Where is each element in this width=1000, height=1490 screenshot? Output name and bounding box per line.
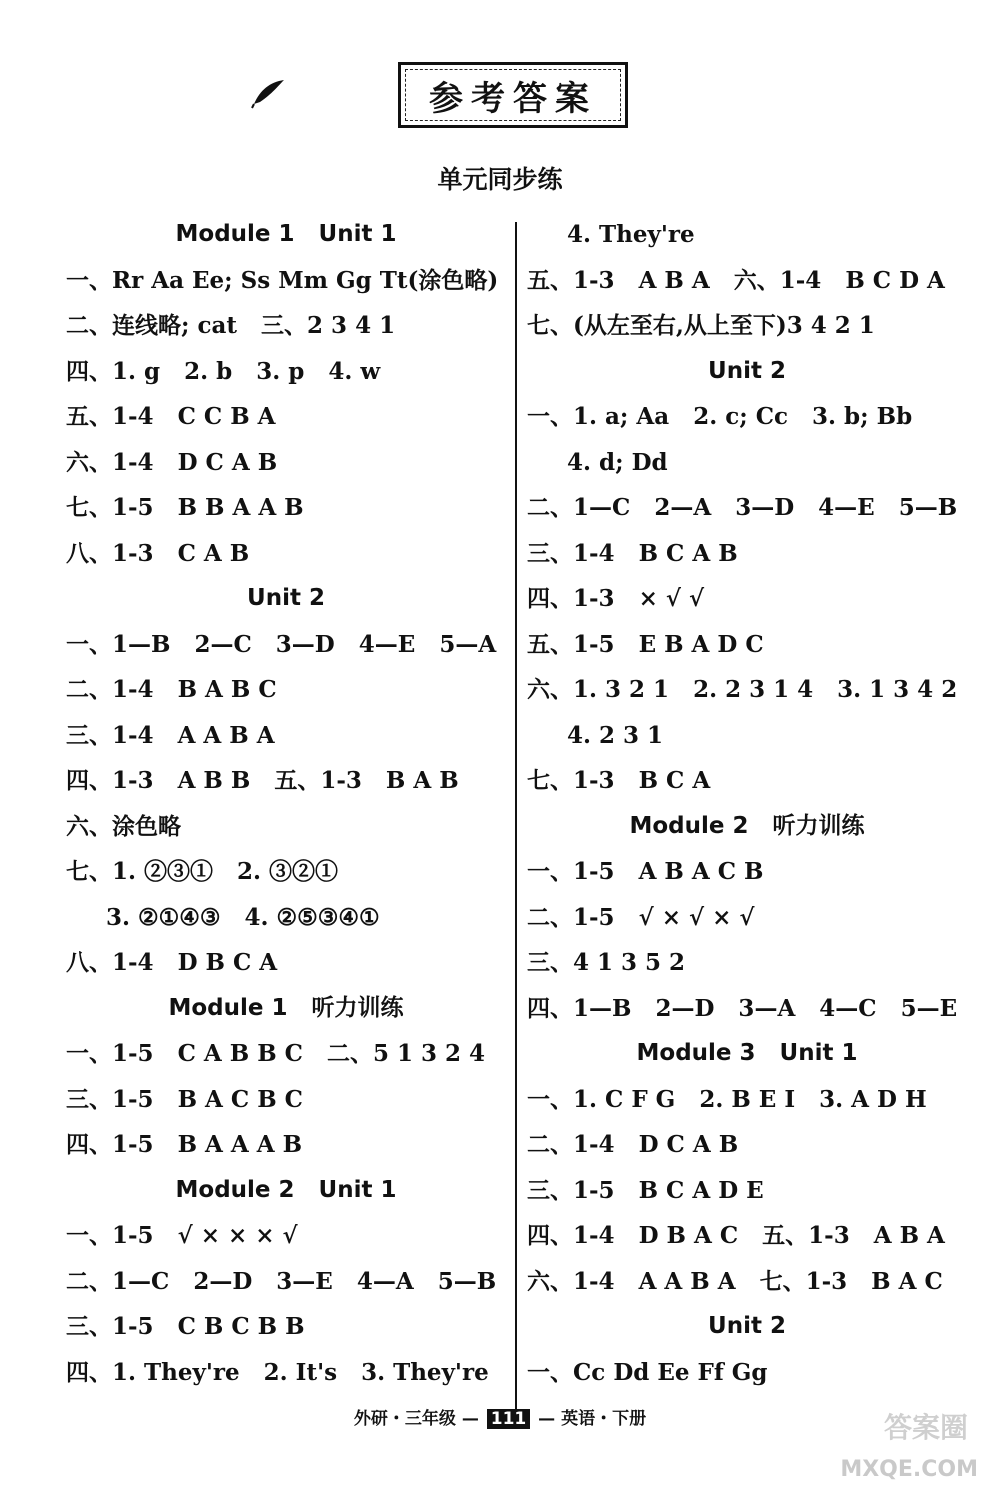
answer-line: 三、1-5 B C A D E bbox=[527, 1176, 764, 1204]
answer-line: 二、1—C 2—D 3—E 4—A 5—B bbox=[66, 1267, 497, 1295]
module-heading: Module 3 Unit 1 bbox=[636, 1040, 858, 1066]
answer-line: 三、4 1 3 5 2 bbox=[527, 949, 686, 976]
module-heading: Module 1 听力训练 bbox=[168, 994, 404, 1021]
right-column bbox=[527, 212, 967, 1395]
answer-line: 三、1-4 A A B A bbox=[66, 721, 275, 749]
footer-left: 外研・三年级 — bbox=[353, 1409, 479, 1429]
answer-line: 一、1—B 2—C 3—D 4—E 5—A bbox=[66, 630, 497, 658]
answer-line: 一、1-5 √ × × × √ bbox=[66, 1222, 298, 1249]
answer-line: 四、1-3 A B B 五、1-3 B A B bbox=[66, 767, 459, 794]
answer-line: 八、1-4 D B C A bbox=[66, 949, 278, 976]
answer-line: 3. ②①④③ 4. ②⑤③④① bbox=[106, 903, 380, 931]
answer-line: 六、1-4 D C A B bbox=[66, 448, 278, 476]
answer-line: 一、Cc Dd Ee Ff Gg bbox=[527, 1358, 768, 1386]
answer-line: 二、1-4 D C A B bbox=[527, 1131, 739, 1158]
answer-line: 五、1-5 E B A D C bbox=[527, 630, 764, 658]
module-heading: Unit 2 bbox=[708, 357, 786, 384]
footer-right: — 英语・下册 bbox=[538, 1409, 647, 1429]
answer-line: 4. 2 3 1 bbox=[567, 721, 664, 749]
answer-line: 四、1—B 2—D 3—A 4—C 5—E bbox=[527, 994, 958, 1022]
answer-line: 三、1-5 C B C B B bbox=[66, 1313, 305, 1340]
answer-line: 四、1-5 B A A A B bbox=[66, 1131, 303, 1158]
left-column bbox=[66, 212, 506, 1395]
page-title: 参考答案 bbox=[429, 78, 597, 119]
answer-line: 八、1-3 C A B bbox=[66, 539, 250, 567]
watermark-logo-text: 答案圈 bbox=[883, 1411, 968, 1444]
answer-line: 四、1-4 D B A C 五、1-3 A B A bbox=[527, 1222, 945, 1249]
answer-line: 二、连线略; cat 三、2 3 4 1 bbox=[66, 312, 396, 339]
answer-line: 一、1. C F G 2. B E I 3. A D H bbox=[527, 1085, 927, 1113]
answer-line: 七、1-3 B C A bbox=[527, 767, 711, 794]
quill-decoration-icon bbox=[250, 76, 288, 110]
module-heading: Unit 2 bbox=[708, 1313, 786, 1339]
answer-line: 四、1. g 2. b 3. p 4. w bbox=[66, 357, 381, 385]
module-heading: Unit 2 bbox=[247, 585, 325, 611]
watermark-url: MXQE.COM bbox=[840, 1457, 978, 1482]
page-number: 111 bbox=[487, 1409, 531, 1429]
column-divider bbox=[515, 222, 517, 1412]
answer-line: 二、1—C 2—A 3—D 4—E 5—B bbox=[527, 494, 958, 521]
answer-line: 三、1-4 B C A B bbox=[527, 539, 738, 567]
answer-title-box bbox=[398, 62, 628, 128]
answer-line: 七、1-5 B B A A B bbox=[66, 494, 304, 521]
answer-line: 一、Rr Aa Ee; Ss Mm Gg Tt(涂色略) bbox=[66, 266, 499, 294]
watermark-logo bbox=[818, 1402, 978, 1482]
answer-line: 五、1-4 C C B A bbox=[66, 403, 276, 430]
answer-line: 七、1. ②③① 2. ③②① bbox=[66, 858, 339, 885]
module-heading: Module 2 Unit 1 bbox=[175, 1176, 397, 1203]
answer-line: 4. They're bbox=[567, 221, 695, 248]
answer-line: 五、1-3 A B A 六、1-4 B C D A bbox=[527, 266, 945, 294]
answer-line: 4. d; Dd bbox=[567, 448, 668, 476]
answer-line: 三、1-5 B A C B C bbox=[66, 1085, 303, 1113]
answer-line: 六、1-4 A A B A 七、1-3 B A C bbox=[527, 1267, 943, 1295]
answer-line: 一、1-5 A B A C B bbox=[527, 858, 764, 885]
answer-line: 四、1. They're 2. It's 3. They're bbox=[66, 1358, 489, 1386]
answer-line: 七、(从左至右,从上至下)3 4 2 1 bbox=[527, 312, 875, 339]
module-heading: Module 2 听力训练 bbox=[629, 812, 865, 839]
answer-line: 一、1. a; Aa 2. c; Cc 3. b; Bb bbox=[527, 403, 913, 430]
answer-line: 六、1. 3 2 1 2. 2 3 1 4 3. 1 3 4 2 bbox=[527, 676, 958, 703]
answer-line: 二、1-5 √ × √ × √ bbox=[527, 903, 755, 931]
answer-line: 四、1-3 × √ √ bbox=[527, 585, 705, 612]
section-title: 单元同步练 bbox=[437, 165, 563, 194]
module-heading: Module 1 Unit 1 bbox=[175, 221, 397, 247]
answer-line: 六、涂色略 bbox=[66, 812, 181, 840]
answer-line: 二、1-4 B A B C bbox=[66, 676, 277, 703]
answer-line: 一、1-5 C A B B C 二、5 1 3 2 4 bbox=[66, 1040, 486, 1067]
